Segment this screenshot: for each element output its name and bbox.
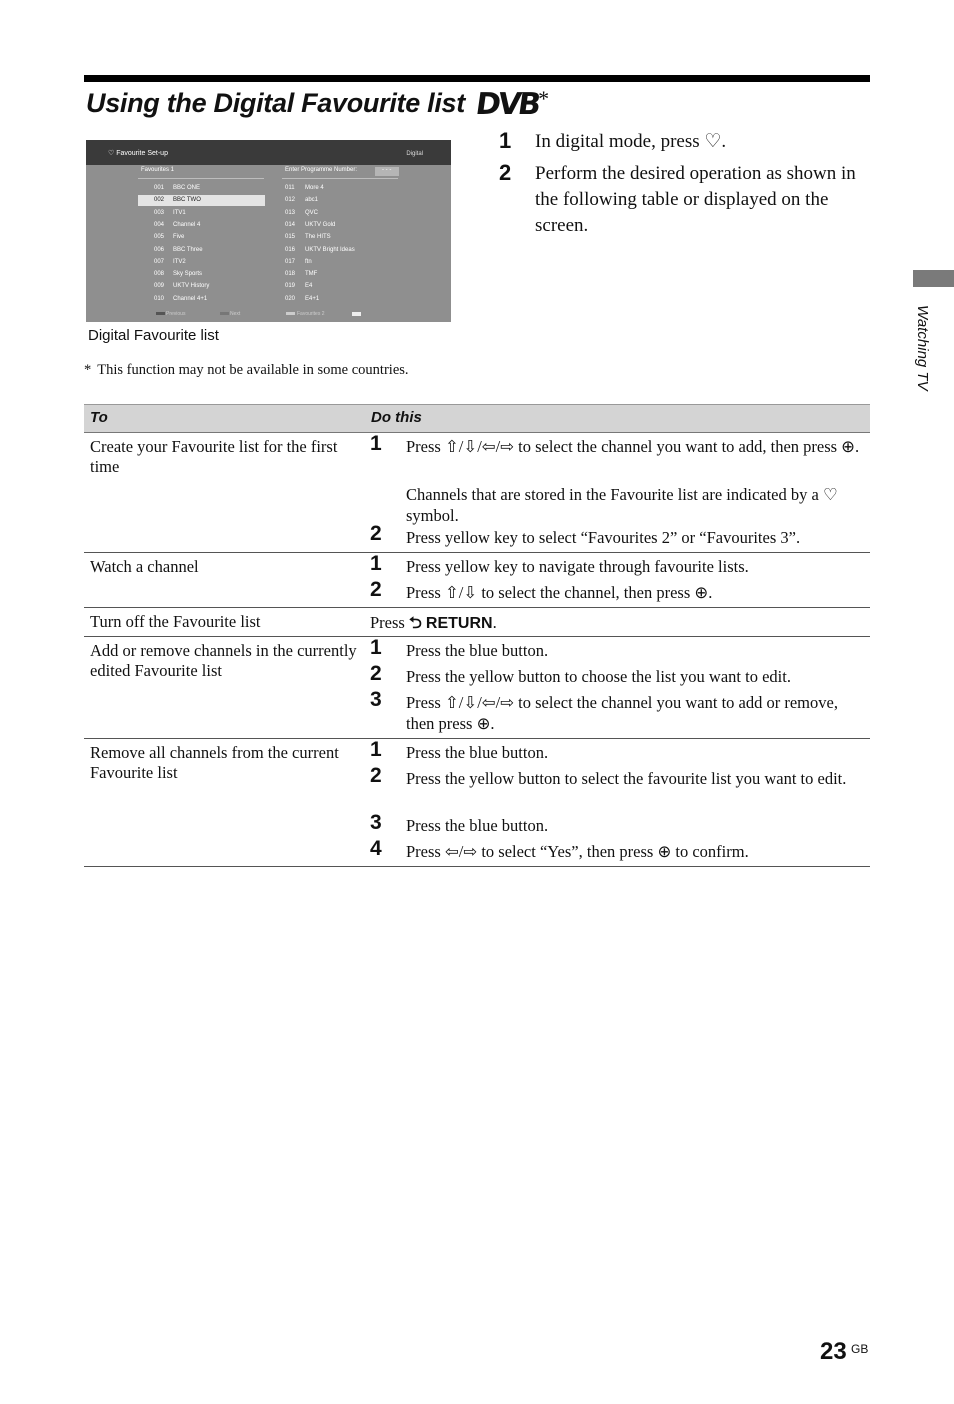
screen-channel-name: BBC TWO — [173, 197, 201, 204]
screen-channel-name: E4+1 — [305, 295, 320, 302]
screen-channel-row — [269, 195, 396, 206]
table-row — [84, 608, 870, 637]
screen-channel-number: 015 — [285, 234, 296, 241]
screen-channel-row — [269, 232, 396, 243]
row-task: Create your Favourite list for the first time — [90, 437, 338, 476]
screen-channel-name: Five — [173, 234, 185, 241]
row-step-number: 1 — [370, 738, 382, 761]
step-1-text: In digital mode, press ♡. — [535, 131, 727, 152]
screen-channel-number: 007 — [154, 258, 165, 265]
row-task: Watch a channel — [90, 557, 199, 576]
screen-channel-number: 020 — [285, 295, 296, 302]
row-step-text: Press the yellow button to choose the list you want to edit. — [406, 667, 791, 686]
screen-entry-value: - - - — [382, 167, 392, 173]
screen-footer-blue-key — [352, 312, 361, 316]
row-step-number: 4 — [370, 837, 382, 860]
screen-channel-name: Channel 4 — [173, 221, 201, 228]
screen-divider-left — [138, 178, 264, 179]
return-key-label: RETURN — [425, 615, 493, 632]
screen-channel-name: ITV1 — [173, 209, 186, 216]
row-task: Remove all channels from the current Favourite list — [90, 743, 339, 782]
row-step-text: Press yellow key to select “Favourites 2” or “Favourites 3”. — [406, 528, 801, 547]
screen-channel-number: 011 — [285, 185, 295, 191]
screen-channel-row — [269, 245, 396, 256]
screen-channel-row — [269, 220, 396, 231]
footnote-text: This function may not be available in some countries. — [97, 362, 409, 378]
screen-channel-row — [138, 294, 265, 305]
title-asterisk: * — [538, 86, 549, 111]
screen-channel-row — [138, 281, 265, 292]
return-icon: ⮌ — [408, 615, 422, 632]
screen-channel-number: 001 — [154, 185, 165, 191]
row-step-number: 1 — [370, 636, 382, 659]
screen-channel-name: E4 — [305, 283, 313, 290]
screen-channel-name: TMF — [305, 271, 318, 278]
footnote — [84, 362, 409, 379]
step-2-number: 2 — [499, 160, 512, 185]
screen-channel-row — [138, 208, 265, 219]
screen-channel-number: 014 — [285, 221, 296, 228]
dvb-logo: DVB — [473, 87, 541, 122]
screen-channel-number: 019 — [285, 283, 296, 290]
period: . — [492, 613, 497, 632]
row-step-text: Press ⇧/⇩/⇦/⇨ to select the channel you want to add, then press ⊕. — [406, 437, 860, 456]
screen-channel-number: 012 — [285, 197, 296, 204]
screen-channel-row — [269, 281, 396, 292]
row-step-number: 1 — [370, 432, 382, 455]
table-row — [84, 637, 870, 739]
step-2-text: Perform the desired operation as shown in the following table or displayed on the screen. — [535, 163, 856, 236]
table-row — [84, 553, 870, 608]
favourite-setup-screen — [86, 140, 451, 322]
page-title — [86, 86, 549, 122]
page-title-text: Using the Digital Favourite list — [86, 88, 465, 118]
row-step-text: Press ⇧/⇩ to select the channel, then press ⊕. — [406, 583, 713, 602]
screen-channel-number: 005 — [154, 234, 165, 241]
row-task: Add or remove channels in the currently edited Favourite list — [90, 641, 357, 680]
screen-channel-row — [138, 183, 265, 194]
row-step-text: Press the yellow button to select the favourite list you want to edit. — [406, 769, 847, 788]
screen-channel-row — [138, 232, 265, 243]
screen-channel-name: More 4 — [305, 185, 324, 191]
row-step-text: Press ⇦/⇨ to select “Yes”, then press ⊕ to confirm. — [406, 842, 749, 861]
screen-channel-number: 013 — [285, 209, 296, 216]
table-header — [84, 404, 870, 433]
screen-channel-name: Sky Sports — [173, 271, 203, 278]
screen-channel-name: Channel 4+1 — [173, 295, 208, 302]
row-step-number: 2 — [370, 522, 382, 545]
instructions-table — [84, 404, 870, 867]
screen-channel-number: 016 — [285, 246, 296, 253]
press-label: Press — [370, 613, 409, 632]
screen-channel-row — [138, 220, 265, 231]
row-step-text: Press ⇧/⇩/⇦/⇨ to select the channel you want to add or remove, then press ⊕. — [406, 693, 838, 733]
row-step-note: Channels that are stored in the Favourite list are indicated by a ♡ symbol. — [406, 485, 838, 525]
row-step-number: 2 — [370, 662, 382, 685]
row-step-number: 2 — [370, 764, 382, 787]
screen-entry-label: Enter Programme Number: — [285, 167, 358, 173]
section-tab-marker — [913, 270, 954, 287]
row-step-number: 1 — [370, 552, 382, 575]
row-plain-instruction — [370, 612, 497, 634]
screen-channel-number: 008 — [154, 271, 165, 278]
row-step-number: 2 — [370, 578, 382, 601]
row-step-number: 3 — [370, 688, 382, 711]
screen-channel-name: abc1 — [305, 197, 319, 204]
screen-channel-name: BBC Three — [173, 246, 203, 253]
screen-channel-name: ftn — [305, 258, 312, 265]
screen-channel-name: UKTV History — [173, 283, 210, 290]
screen-channel-name: ITV2 — [173, 258, 186, 265]
screen-channel-number: 004 — [154, 221, 165, 228]
screen-channel-row — [269, 208, 396, 219]
screen-channel-number: 010 — [154, 295, 165, 302]
screen-entry-box — [375, 167, 399, 176]
row-task: Turn off the Favourite list — [90, 612, 261, 631]
row-step-text: Press the blue button. — [406, 816, 549, 835]
step-1-number: 1 — [499, 128, 512, 153]
screen-channel-row — [138, 269, 265, 280]
screen-channel-row — [138, 257, 265, 268]
screen-footer-favourites: Favourites 2 — [297, 311, 325, 317]
screen-channel-number: 018 — [285, 271, 296, 278]
screen-channel-number: 009 — [154, 283, 165, 290]
screen-channel-number: 017 — [285, 258, 296, 265]
screen-footer-previous: Previous — [166, 311, 186, 317]
table-header-do-this: Do this — [371, 409, 422, 426]
page-number: 23 — [820, 1338, 847, 1365]
section-side-label: Watching TV — [914, 305, 931, 391]
screen-list-name: Favourites 1 — [141, 167, 175, 173]
screen-channel-number: 002 — [154, 197, 165, 204]
screen-divider-right — [282, 178, 398, 179]
top-rule — [84, 75, 870, 82]
screen-channel-name: BBC ONE — [173, 185, 201, 191]
row-step-text: Press yellow key to navigate through favourite lists. — [406, 557, 749, 576]
screen-header-title: ♡ Favourite Set-up — [108, 150, 168, 157]
row-step-text: Press the blue button. — [406, 743, 549, 762]
screen-footer-favourites-key — [286, 312, 295, 315]
table-row — [84, 433, 870, 553]
table-header-to: To — [90, 409, 108, 426]
screen-caption: Digital Favourite list — [88, 327, 219, 344]
screen-channel-row — [269, 294, 396, 305]
screen-channel-name: The HITS — [305, 234, 331, 241]
screen-channel-number: 003 — [154, 209, 165, 216]
screen-channel-name: UKTV Bright Ideas — [305, 246, 355, 253]
screen-header-mode: Digital — [406, 151, 423, 157]
screen-footer-previous-key — [156, 312, 165, 315]
screen-channel-row — [138, 195, 265, 206]
row-step-text: Press the blue button. — [406, 641, 549, 660]
screen-footer-next: Next — [230, 311, 241, 317]
row-step-number: 3 — [370, 811, 382, 834]
screen-channel-row — [138, 245, 265, 256]
screen-channel-name: UKTV Gold — [305, 221, 336, 228]
table-row — [84, 739, 870, 867]
screen-channel-row — [269, 269, 396, 280]
screen-channel-row — [269, 257, 396, 268]
screen-channel-row — [269, 183, 396, 194]
screen-channel-number: 006 — [154, 246, 165, 253]
screen-channel-name: QVC — [305, 209, 319, 216]
screen-footer-next-key — [220, 312, 229, 315]
page-region-suffix: GB — [851, 1342, 869, 1356]
footnote-mark: * — [84, 362, 92, 378]
